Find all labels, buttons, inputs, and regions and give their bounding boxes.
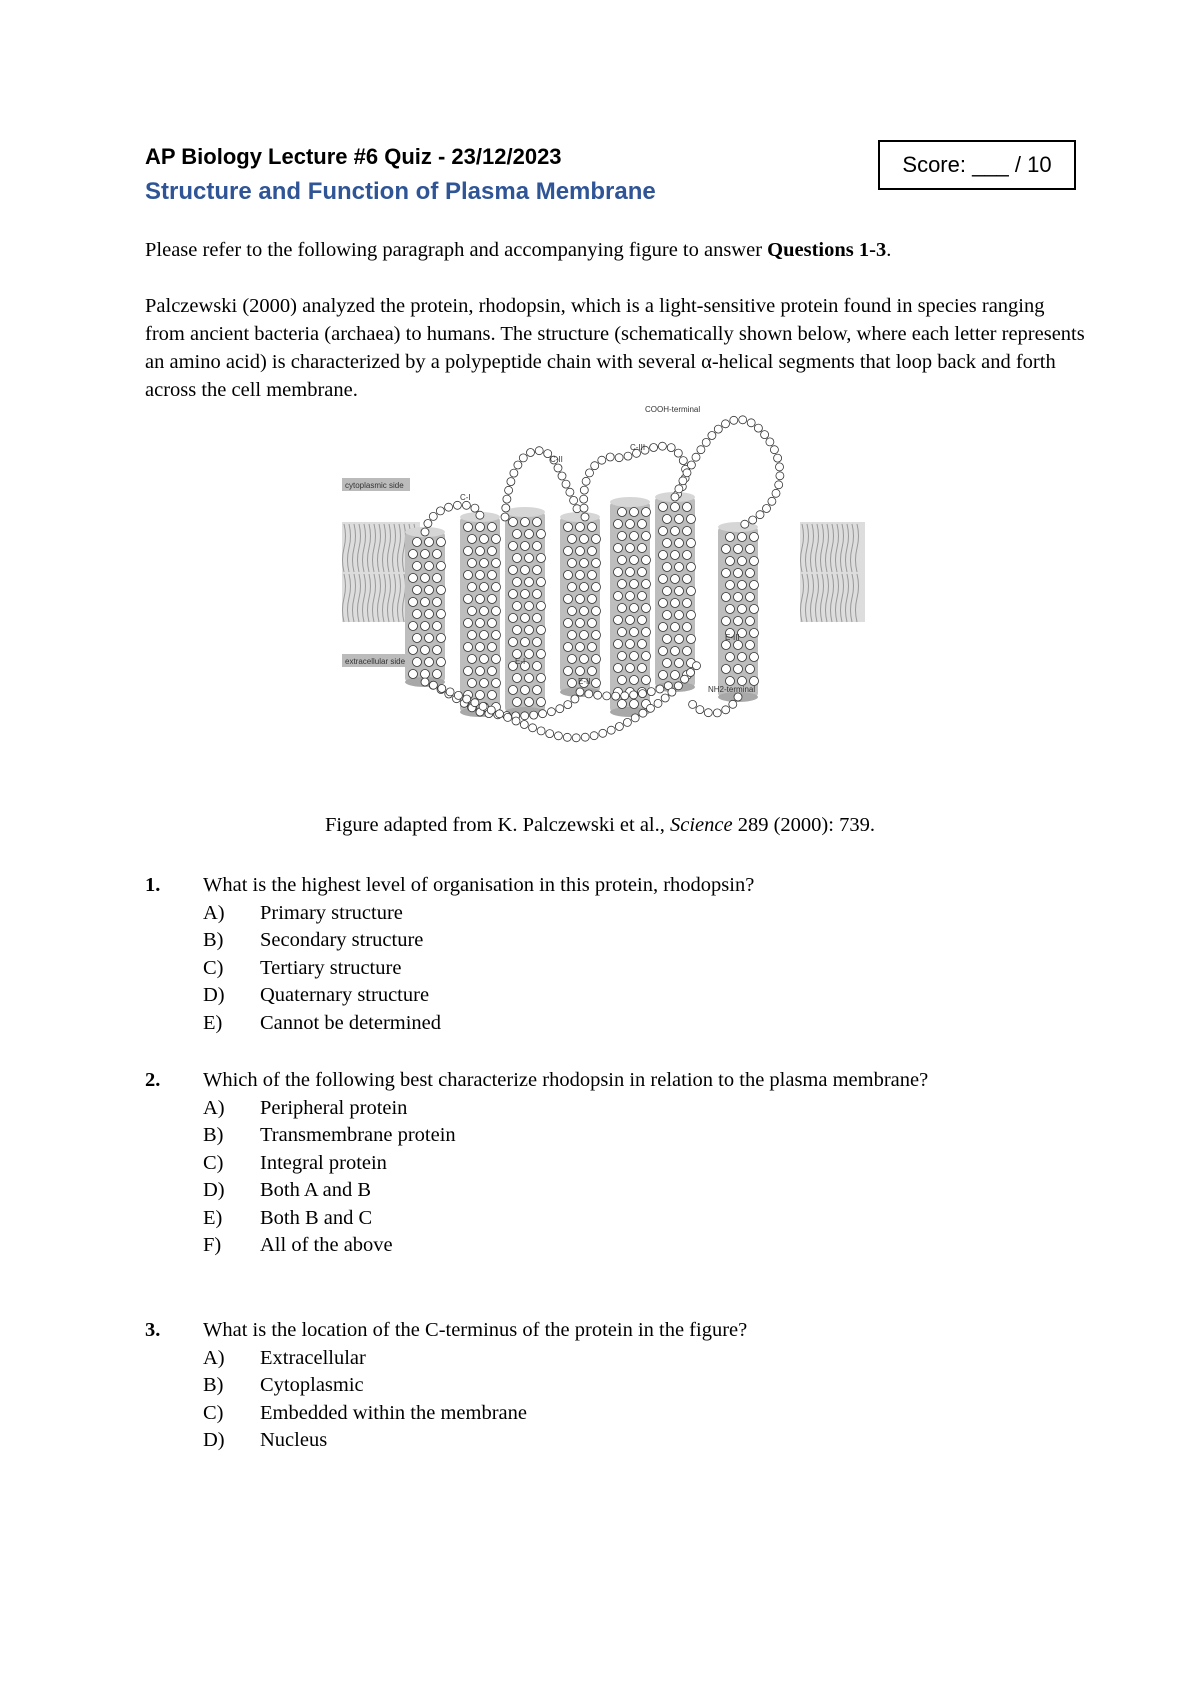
score-box: Score: ___ / 10	[878, 140, 1076, 190]
amino-acid-bead	[650, 444, 658, 452]
amino-acid-bead	[768, 497, 776, 505]
amino-acid-bead	[623, 718, 631, 726]
amino-acid-bead	[566, 488, 574, 496]
amino-acid-bead	[639, 690, 647, 698]
amino-acid-bead	[502, 504, 510, 512]
amino-acid-bead	[624, 452, 632, 460]
amino-acid-bead	[775, 481, 783, 489]
amino-acid-bead	[572, 734, 580, 742]
amino-acid-bead	[606, 453, 614, 461]
amino-acid-bead	[471, 699, 479, 707]
amino-acid-bead	[454, 691, 462, 699]
question-2	[145, 1067, 995, 1260]
option: B) Secondary structure	[203, 929, 424, 951]
amino-acid-bead	[503, 495, 511, 503]
option: D) Nucleus	[203, 1429, 328, 1451]
amino-acid-bead	[514, 461, 522, 469]
amino-acid-bead	[599, 729, 607, 737]
amino-acid-bead	[687, 669, 695, 677]
amino-acid-bead	[438, 685, 446, 693]
amino-acid-bead	[658, 442, 666, 450]
amino-acid-bead	[766, 438, 774, 446]
label-e3: E-III	[725, 633, 740, 642]
rhodopsin-figure	[330, 402, 870, 777]
amino-acid-bead	[656, 685, 664, 693]
amino-acid-bead	[722, 420, 730, 428]
label-c1: C-I	[460, 493, 471, 502]
amino-acid-bead	[539, 710, 547, 718]
amino-acid-bead	[537, 727, 545, 735]
amino-acid-bead	[607, 726, 615, 734]
membrane-right	[800, 522, 865, 622]
amino-acid-bead	[612, 692, 620, 700]
amino-acid-bead	[747, 419, 755, 427]
option: D) Quaternary structure	[203, 984, 430, 1006]
option: A) Primary structure	[203, 901, 403, 924]
amino-acid-bead	[520, 721, 528, 729]
amino-acid-bead	[603, 692, 611, 700]
amino-acid-bead	[421, 678, 429, 686]
amino-acid-bead	[421, 528, 429, 536]
amino-acid-bead	[594, 691, 602, 699]
amino-acid-bead	[563, 733, 571, 741]
amino-acid-bead	[631, 714, 639, 722]
option: C) Embedded within the membrane	[203, 1401, 527, 1424]
label-c2: C-II	[550, 455, 563, 464]
amino-acid-bead	[445, 503, 453, 511]
amino-acid-bead	[429, 512, 437, 520]
amino-acid-bead	[585, 690, 593, 698]
amino-acid-bead	[581, 733, 589, 741]
amino-acid-bead	[576, 688, 584, 696]
amino-acid-bead	[647, 688, 655, 696]
amino-acid-bead	[564, 701, 572, 709]
helix-1	[405, 527, 446, 687]
amino-acid-bead	[615, 723, 623, 731]
option: E) Cannot be determined	[203, 1011, 442, 1034]
amino-acid-bead	[756, 511, 764, 519]
amino-acid-bead	[554, 464, 562, 472]
question-stem: Which of the following best characterize rhodopsin in relation to the plasma membrane?	[203, 1069, 929, 1091]
question-stem: What is the highest level of organisation in this protein, rhodopsin?	[203, 874, 755, 896]
figure-caption: Figure adapted from K. Palczewski et al., Science 289 (2000): 739.	[325, 814, 875, 836]
amino-acid-bead	[681, 675, 689, 683]
amino-acid-bead	[661, 694, 669, 702]
amino-acid-bead	[591, 462, 599, 470]
amino-acid-bead	[675, 485, 683, 493]
option: E) Both B and C	[203, 1206, 373, 1229]
amino-acid-bead	[507, 478, 515, 486]
amino-acid-bead	[547, 708, 555, 716]
helix-3	[505, 507, 546, 717]
amino-acid-bead	[471, 504, 479, 512]
amino-acid-bead	[424, 520, 432, 528]
amino-acid-bead	[639, 709, 647, 717]
label-e2: E-II	[578, 677, 591, 686]
amino-acid-bead	[734, 693, 742, 701]
amino-acid-bead	[730, 416, 738, 424]
amino-acid-bead	[581, 513, 589, 521]
nh2-terminal-label: NH2-terminal	[708, 685, 756, 694]
amino-acid-bead	[772, 489, 780, 497]
amino-acid-bead	[702, 438, 710, 446]
amino-acid-bead	[749, 516, 757, 524]
question-1	[145, 872, 995, 1037]
amino-acid-bead	[722, 706, 730, 714]
amino-acid-bead	[763, 505, 771, 513]
amino-acid-bead	[590, 732, 598, 740]
amino-acid-bead	[615, 454, 623, 462]
helix-4	[560, 512, 601, 697]
helix-7	[718, 522, 759, 702]
amino-acid-bead	[446, 688, 454, 696]
amino-acid-bead	[505, 486, 513, 494]
amino-acid-bead	[598, 456, 606, 464]
label-c3: C-III	[630, 443, 646, 452]
extracellular-side-label: extracellular side	[345, 657, 406, 666]
amino-acid-bead	[535, 447, 543, 455]
amino-acid-bead	[774, 454, 782, 462]
helix-5	[610, 497, 651, 717]
amino-acid-bead	[679, 457, 687, 465]
amino-acid-bead	[704, 709, 712, 717]
amino-acid-bead	[654, 699, 662, 707]
question-number: 2.	[145, 1069, 161, 1091]
option: B) Transmembrane protein	[203, 1124, 456, 1146]
amino-acid-bead	[687, 461, 695, 469]
amino-acid-bead	[501, 513, 509, 521]
amino-acid-bead	[571, 695, 579, 703]
amino-acid-bead	[674, 682, 682, 690]
amino-acid-bead	[689, 700, 697, 708]
amino-acid-bead	[630, 691, 638, 699]
amino-acid-bead	[714, 425, 722, 433]
amino-acid-bead	[562, 480, 570, 488]
amino-acid-bead	[713, 709, 721, 717]
amino-acid-bead	[580, 486, 588, 494]
intro-questions-ref: Questions 1-3	[767, 239, 887, 261]
amino-acid-bead	[463, 695, 471, 703]
amino-acid-bead	[429, 681, 437, 689]
amino-acid-bead	[487, 706, 495, 714]
amino-acid-bead	[729, 700, 737, 708]
amino-acid-bead	[770, 446, 778, 454]
amino-acid-bead	[504, 713, 512, 721]
helix-6	[655, 492, 696, 692]
amino-acid-bead	[621, 692, 629, 700]
cytoplasmic-side-label: cytoplasmic side	[345, 481, 404, 490]
amino-acid-bead	[556, 705, 564, 713]
amino-acid-bead	[754, 424, 762, 432]
amino-acid-bead	[530, 711, 538, 719]
amino-acid-bead	[696, 706, 704, 714]
option: D) Both A and B	[203, 1179, 372, 1201]
amino-acid-bead	[512, 717, 520, 725]
quiz-title: AP Biology Lecture #6 Quiz - 23/12/2023	[145, 144, 562, 169]
question-3	[145, 1317, 995, 1455]
quiz-subtitle: Structure and Function of Plasma Membrane	[145, 178, 656, 205]
amino-acid-bead	[776, 463, 784, 471]
amino-acid-bead	[667, 444, 675, 452]
amino-acid-bead	[776, 472, 784, 480]
amino-acid-bead	[580, 495, 588, 503]
option: F) All of the above	[203, 1234, 393, 1256]
amino-acid-bead	[647, 704, 655, 712]
amino-acid-bead	[708, 432, 716, 440]
question-number: 1.	[145, 874, 161, 896]
intro-paragraph: Palczewski (2000) analyzed the protein, rhodopsin, which is a light-sensitive protein found in species ranging from ancient bacteria (archaea) to humans. The structure (schematically shown below, where each letter represents an amino acid) is characterized by a polypeptide chain with several α-helical segments that loop back and forth across the cell membrane.	[145, 295, 1085, 401]
amino-acid-bead	[519, 454, 527, 462]
amino-acid-bead	[529, 724, 537, 732]
amino-acid-bead	[679, 477, 687, 485]
option: C) Integral protein	[203, 1151, 387, 1174]
option: A) Peripheral protein	[203, 1096, 408, 1119]
amino-acid-bead	[527, 449, 535, 457]
amino-acid-bead	[510, 469, 518, 477]
amino-acid-bead	[693, 662, 701, 670]
amino-acid-bead	[570, 496, 578, 504]
amino-acid-bead	[668, 688, 676, 696]
amino-acid-bead	[462, 501, 470, 509]
question-stem: What is the location of the C-terminus of the protein in the figure?	[203, 1319, 748, 1341]
amino-acid-bead	[554, 732, 562, 740]
amino-acid-bead	[558, 472, 566, 480]
amino-acid-bead	[761, 431, 769, 439]
question-number: 3.	[145, 1319, 161, 1341]
cooh-terminal-label: COOH-terminal	[645, 405, 701, 414]
amino-acid-bead	[697, 446, 705, 454]
amino-acid-bead	[674, 449, 682, 457]
helix-2	[460, 512, 501, 717]
amino-acid-bead	[692, 453, 700, 461]
amino-acid-bead	[496, 710, 504, 718]
amino-acid-bead	[580, 504, 588, 512]
amino-acid-bead	[453, 501, 461, 509]
amino-acid-bead	[671, 493, 679, 501]
amino-acid-bead	[476, 511, 484, 519]
amino-acid-bead	[739, 416, 747, 424]
intro-text: Please refer to the following paragraph and accompanying figure to answer Questions 1-3.	[145, 239, 892, 261]
label-e1: E-I	[515, 657, 526, 666]
amino-acid-bead	[479, 702, 487, 710]
amino-acid-bead	[436, 507, 444, 515]
amino-acid-bead	[582, 477, 590, 485]
amino-acid-bead	[683, 469, 691, 477]
option: B) Cytoplasmic	[203, 1374, 364, 1396]
amino-acid-bead	[546, 730, 554, 738]
amino-acid-bead	[521, 712, 529, 720]
option: A) Extracellular	[203, 1346, 366, 1369]
amino-acid-bead	[586, 469, 594, 477]
option: C) Tertiary structure	[203, 956, 402, 979]
amino-acid-bead	[741, 520, 749, 528]
